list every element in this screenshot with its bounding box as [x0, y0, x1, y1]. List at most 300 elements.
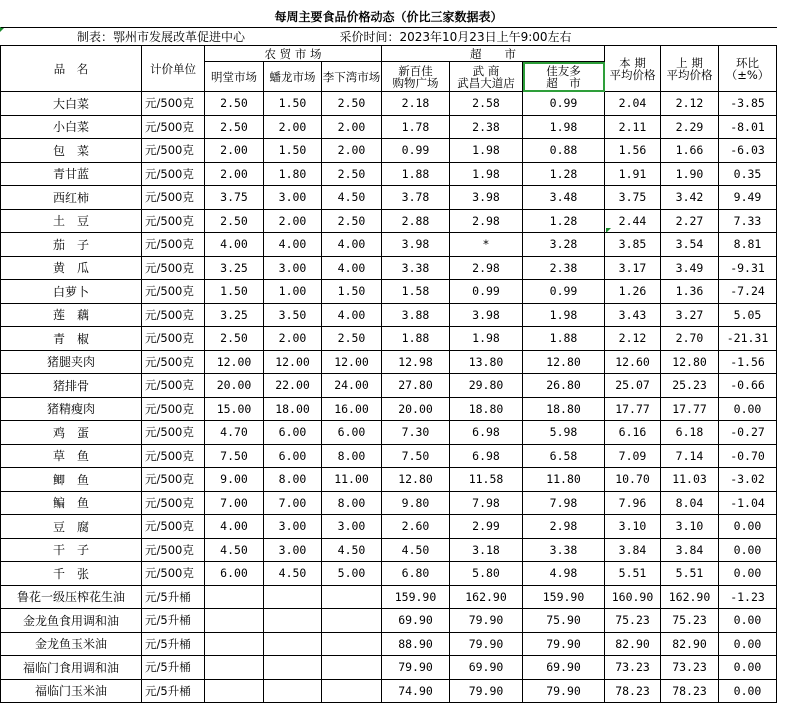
price-cell: 0.35	[719, 162, 777, 186]
price-cell: 2.99	[450, 515, 523, 539]
item-name: 黄 瓜	[1, 256, 142, 280]
item-unit: 元/5升桶	[142, 632, 205, 656]
item-name: 土 豆	[1, 209, 142, 233]
price-cell	[205, 585, 264, 609]
price-cell: 8.00	[322, 444, 382, 468]
item-name: 福临门食用调和油	[1, 656, 142, 680]
item-name: 鸡 蛋	[1, 421, 142, 445]
price-cell: 2.00	[264, 327, 322, 351]
price-cell: 2.00	[322, 115, 382, 139]
price-cell: 7.50	[205, 444, 264, 468]
item-unit: 元/500克	[142, 139, 205, 163]
price-cell: -0.27	[719, 421, 777, 445]
price-cell: 7.96	[605, 491, 661, 515]
price-cell: 4.50	[205, 538, 264, 562]
price-cell: 3.78	[382, 186, 450, 210]
price-cell: 5.51	[661, 562, 719, 586]
price-cell: 3.54	[661, 233, 719, 257]
price-cell: 10.70	[605, 468, 661, 492]
price-cell: 2.50	[205, 92, 264, 116]
price-cell: 12.00	[322, 350, 382, 374]
table-row	[1, 350, 777, 374]
price-cell: 159.90	[523, 585, 605, 609]
header-unit: 计价单位	[142, 46, 205, 92]
table-row	[1, 538, 777, 562]
item-unit: 元/500克	[142, 421, 205, 445]
price-cell: 4.00	[264, 233, 322, 257]
item-unit: 元/500克	[142, 303, 205, 327]
price-cell: 5.98	[523, 421, 605, 445]
price-cell: 2.38	[523, 256, 605, 280]
price-cell: 3.49	[661, 256, 719, 280]
item-name: 鳊 鱼	[1, 491, 142, 515]
price-cell: 7.00	[205, 491, 264, 515]
collection-time: 采价时间：2023年10月23日上午9:00左右	[322, 28, 777, 46]
item-name: 青甘蓝	[1, 162, 142, 186]
price-cell: 3.98	[450, 303, 523, 327]
price-cell: 16.00	[322, 397, 382, 421]
price-cell: 1.28	[523, 209, 605, 233]
price-cell: 2.29	[661, 115, 719, 139]
price-cell: 6.98	[450, 421, 523, 445]
price-cell: 0.00	[719, 562, 777, 586]
price-cell: 17.77	[605, 397, 661, 421]
price-cell: 7.50	[382, 444, 450, 468]
price-cell: 3.00	[264, 538, 322, 562]
table-row	[1, 233, 777, 257]
price-cell: 162.90	[450, 585, 523, 609]
item-name: 茄 子	[1, 233, 142, 257]
item-unit: 元/5升桶	[142, 585, 205, 609]
price-cell: 2.98	[450, 256, 523, 280]
price-cell: -0.70	[719, 444, 777, 468]
price-cell: 4.00	[322, 256, 382, 280]
item-unit: 元/500克	[142, 280, 205, 304]
price-cell: 2.11	[605, 115, 661, 139]
header-store: 明堂市场	[205, 62, 264, 92]
price-cell: 3.84	[605, 538, 661, 562]
price-cell: 2.50	[322, 209, 382, 233]
price-cell: 4.50	[382, 538, 450, 562]
table-row	[1, 162, 777, 186]
price-cell: 6.00	[205, 562, 264, 586]
price-cell: 1.88	[523, 327, 605, 351]
price-cell: 6.18	[661, 421, 719, 445]
price-cell	[264, 632, 322, 656]
price-cell: 2.98	[523, 515, 605, 539]
item-unit: 元/500克	[142, 115, 205, 139]
price-cell: 79.90	[523, 679, 605, 703]
price-cell: 3.38	[382, 256, 450, 280]
item-unit: 元/500克	[142, 350, 205, 374]
item-name: 包 菜	[1, 139, 142, 163]
price-cell: 69.90	[523, 656, 605, 680]
price-cell: 2.50	[205, 115, 264, 139]
price-cell: 0.88	[523, 139, 605, 163]
price-cell: 7.30	[382, 421, 450, 445]
table-row	[1, 115, 777, 139]
price-cell: 4.50	[264, 562, 322, 586]
price-cell: 79.90	[450, 679, 523, 703]
price-cell: 24.00	[322, 374, 382, 398]
price-cell: 1.88	[382, 162, 450, 186]
price-cell: 78.23	[605, 679, 661, 703]
price-cell: 12.80	[523, 350, 605, 374]
table-row	[1, 679, 777, 703]
price-cell	[322, 585, 382, 609]
price-cell: 2.88	[382, 209, 450, 233]
price-cell: 1.50	[264, 92, 322, 116]
header-change: 环比 （±%）	[719, 46, 777, 92]
item-name: 青 椒	[1, 327, 142, 351]
price-cell: 17.77	[661, 397, 719, 421]
item-unit: 元/500克	[142, 444, 205, 468]
price-cell: 3.00	[322, 515, 382, 539]
price-cell: 1.26	[605, 280, 661, 304]
price-cell: 2.98	[450, 209, 523, 233]
price-cell: 8.00	[264, 468, 322, 492]
price-cell: 3.50	[264, 303, 322, 327]
item-unit: 元/500克	[142, 468, 205, 492]
price-cell	[205, 632, 264, 656]
item-unit: 元/500克	[142, 209, 205, 233]
price-cell: 3.10	[605, 515, 661, 539]
price-cell: 79.90	[450, 632, 523, 656]
price-cell: 69.90	[450, 656, 523, 680]
price-cell: 20.00	[382, 397, 450, 421]
price-cell: 160.90	[605, 585, 661, 609]
price-cell: 5.80	[450, 562, 523, 586]
price-cell: 3.98	[382, 233, 450, 257]
price-cell: 6.58	[523, 444, 605, 468]
price-cell: 11.58	[450, 468, 523, 492]
price-cell: 0.99	[523, 280, 605, 304]
item-name: 猪精瘦肉	[1, 397, 142, 421]
item-name: 豆 腐	[1, 515, 142, 539]
price-cell	[264, 609, 322, 633]
price-cell: 2.00	[205, 162, 264, 186]
table-row	[1, 585, 777, 609]
table-row	[1, 421, 777, 445]
price-cell: 7.00	[264, 491, 322, 515]
price-cell: 6.00	[264, 421, 322, 445]
price-cell: 2.50	[205, 327, 264, 351]
price-cell: 4.00	[322, 303, 382, 327]
item-unit: 元/500克	[142, 491, 205, 515]
price-cell	[322, 609, 382, 633]
price-cell: 12.00	[264, 350, 322, 374]
table-row	[1, 256, 777, 280]
price-cell: -7.24	[719, 280, 777, 304]
item-name: 金龙鱼玉米油	[1, 632, 142, 656]
price-cell: 4.00	[205, 233, 264, 257]
price-cell: 12.98	[382, 350, 450, 374]
header-store: 武 商 武昌大道店	[450, 62, 523, 92]
price-cell: 2.12	[661, 92, 719, 116]
price-cell: 3.88	[382, 303, 450, 327]
price-cell: -1.23	[719, 585, 777, 609]
price-cell: 3.17	[605, 256, 661, 280]
price-cell: 2.50	[322, 92, 382, 116]
item-name: 白萝卜	[1, 280, 142, 304]
price-cell: 9.49	[719, 186, 777, 210]
price-cell: 1.98	[523, 115, 605, 139]
item-unit: 元/5升桶	[142, 656, 205, 680]
table-row	[1, 397, 777, 421]
price-cell: 7.33	[719, 209, 777, 233]
price-cell: 1.78	[382, 115, 450, 139]
price-cell: 6.16	[605, 421, 661, 445]
price-cell: 3.48	[523, 186, 605, 210]
price-cell: 1.00	[264, 280, 322, 304]
table-row	[1, 280, 777, 304]
price-cell: 4.50	[322, 538, 382, 562]
price-cell: 0.99	[523, 92, 605, 116]
price-cell: 11.00	[322, 468, 382, 492]
price-cell: -3.02	[719, 468, 777, 492]
price-cell: 1.98	[450, 139, 523, 163]
price-cell: 7.14	[661, 444, 719, 468]
price-cell: 0.00	[719, 609, 777, 633]
price-cell: 1.98	[450, 162, 523, 186]
price-cell: -6.03	[719, 139, 777, 163]
price-cell: 7.09	[605, 444, 661, 468]
price-cell	[205, 679, 264, 703]
price-cell: 3.27	[661, 303, 719, 327]
price-cell: 29.80	[450, 374, 523, 398]
table-title: 每周主要食品价格动态（价比三家数据表）	[1, 5, 777, 28]
table-row	[1, 92, 777, 116]
price-cell: -8.01	[719, 115, 777, 139]
price-cell: 8.81	[719, 233, 777, 257]
price-cell: 3.00	[264, 256, 322, 280]
price-cell: 3.43	[605, 303, 661, 327]
item-unit: 元/500克	[142, 92, 205, 116]
header-store: 李下湾市场	[322, 62, 382, 92]
price-cell: 3.10	[661, 515, 719, 539]
price-cell: 12.00	[205, 350, 264, 374]
item-name: 金龙鱼食用调和油	[1, 609, 142, 633]
price-cell: 0.00	[719, 632, 777, 656]
price-cell: -1.56	[719, 350, 777, 374]
price-cell: 0.99	[450, 280, 523, 304]
price-cell: 69.90	[382, 609, 450, 633]
price-cell: 18.80	[523, 397, 605, 421]
price-cell: 1.90	[661, 162, 719, 186]
item-unit: 元/5升桶	[142, 609, 205, 633]
price-cell: 79.90	[382, 656, 450, 680]
price-cell: 1.56	[605, 139, 661, 163]
item-unit: 元/500克	[142, 397, 205, 421]
price-cell: -0.66	[719, 374, 777, 398]
price-cell: 25.23	[661, 374, 719, 398]
price-cell: 2.58	[450, 92, 523, 116]
price-cell: -3.85	[719, 92, 777, 116]
price-cell: 12.60	[605, 350, 661, 374]
price-cell	[322, 656, 382, 680]
price-cell: 3.42	[661, 186, 719, 210]
item-unit: 元/500克	[142, 374, 205, 398]
price-cell: 1.36	[661, 280, 719, 304]
price-cell: 6.98	[450, 444, 523, 468]
price-cell: 6.00	[322, 421, 382, 445]
item-unit: 元/500克	[142, 562, 205, 586]
table-row	[1, 209, 777, 233]
header-last-avg: 上 期 平均价格	[661, 46, 719, 92]
price-cell: 3.75	[605, 186, 661, 210]
header-store: 蟠龙市场	[264, 62, 322, 92]
price-cell: 25.07	[605, 374, 661, 398]
price-cell: 11.80	[523, 468, 605, 492]
table-row	[1, 468, 777, 492]
price-cell: 0.00	[719, 397, 777, 421]
price-cell: 3.00	[264, 186, 322, 210]
price-cell: 2.04	[605, 92, 661, 116]
item-name: 莲 藕	[1, 303, 142, 327]
price-cell: 6.80	[382, 562, 450, 586]
price-cell: 18.00	[264, 397, 322, 421]
price-cell: 0.00	[719, 656, 777, 680]
price-cell: 2.00	[322, 139, 382, 163]
item-name: 猪排骨	[1, 374, 142, 398]
price-cell: 73.23	[605, 656, 661, 680]
price-cell: 3.28	[523, 233, 605, 257]
price-cell: 1.98	[523, 303, 605, 327]
price-cell: 3.38	[523, 538, 605, 562]
item-name: 猪腿夹肉	[1, 350, 142, 374]
price-cell: 4.50	[322, 186, 382, 210]
price-cell: 162.90	[661, 585, 719, 609]
header-supermarket: 超 市	[382, 46, 605, 62]
price-cell: 1.50	[322, 280, 382, 304]
price-cell: 3.25	[205, 256, 264, 280]
price-cell: 4.00	[205, 515, 264, 539]
item-name: 干 子	[1, 538, 142, 562]
price-cell: 4.98	[523, 562, 605, 586]
price-cell: 1.66	[661, 139, 719, 163]
price-cell: 1.80	[264, 162, 322, 186]
price-cell: 12.80	[382, 468, 450, 492]
price-cell: 3.00	[264, 515, 322, 539]
item-unit: 元/500克	[142, 186, 205, 210]
item-name: 草 鱼	[1, 444, 142, 468]
price-cell: 15.00	[205, 397, 264, 421]
price-cell: 78.23	[661, 679, 719, 703]
table-row	[1, 186, 777, 210]
table-row	[1, 656, 777, 680]
price-cell: 73.23	[661, 656, 719, 680]
item-name: 鲫 鱼	[1, 468, 142, 492]
header-current-avg: 本 期 平均价格	[605, 46, 661, 92]
price-cell: 2.60	[382, 515, 450, 539]
header-farm-market: 农 贸 市 场	[205, 46, 382, 62]
price-cell: 9.00	[205, 468, 264, 492]
item-name: 福临门玉米油	[1, 679, 142, 703]
price-cell: 75.23	[661, 609, 719, 633]
price-cell: 8.04	[661, 491, 719, 515]
price-cell: 3.18	[450, 538, 523, 562]
item-unit: 元/500克	[142, 256, 205, 280]
price-cell: -21.31	[719, 327, 777, 351]
price-cell: 2.27	[661, 209, 719, 233]
price-cell: 22.00	[264, 374, 322, 398]
price-cell: 2.50	[205, 209, 264, 233]
price-cell: 3.84	[661, 538, 719, 562]
header-item: 品 名	[1, 46, 142, 92]
price-cell: 18.80	[450, 397, 523, 421]
table-row	[1, 632, 777, 656]
price-cell: 5.00	[322, 562, 382, 586]
price-cell: 7.98	[450, 491, 523, 515]
table-row	[1, 303, 777, 327]
price-cell	[264, 656, 322, 680]
item-unit: 元/500克	[142, 538, 205, 562]
price-cell: 2.50	[322, 162, 382, 186]
price-cell: -1.04	[719, 491, 777, 515]
table-row	[1, 327, 777, 351]
price-cell: 2.38	[450, 115, 523, 139]
item-unit: 元/5升桶	[142, 679, 205, 703]
price-cell	[205, 656, 264, 680]
price-cell: 1.88	[382, 327, 450, 351]
table-row	[1, 609, 777, 633]
item-name: 西红柿	[1, 186, 142, 210]
maker-label: 制表：鄂州市发展改革促进中心	[1, 28, 322, 46]
price-cell: 3.85	[605, 233, 661, 257]
price-cell: 1.28	[523, 162, 605, 186]
price-cell: 7.98	[523, 491, 605, 515]
item-name: 大白菜	[1, 92, 142, 116]
price-cell: 2.44	[605, 209, 661, 233]
price-cell: 2.18	[382, 92, 450, 116]
price-cell: 2.00	[205, 139, 264, 163]
table-row	[1, 491, 777, 515]
price-cell: 2.12	[605, 327, 661, 351]
price-cell: 12.80	[661, 350, 719, 374]
price-cell: 1.98	[450, 327, 523, 351]
price-cell: 26.80	[523, 374, 605, 398]
price-cell: -9.31	[719, 256, 777, 280]
header-store: 新百佳 购物广场	[382, 62, 450, 92]
price-cell: 2.70	[661, 327, 719, 351]
price-cell: 1.50	[205, 280, 264, 304]
price-cell: 1.91	[605, 162, 661, 186]
price-cell: 9.80	[382, 491, 450, 515]
price-cell: 4.70	[205, 421, 264, 445]
price-cell: 3.98	[450, 186, 523, 210]
header-store-selected[interactable]: 佳友多 超 市	[523, 62, 605, 92]
price-cell: 0.00	[719, 538, 777, 562]
price-cell	[264, 585, 322, 609]
price-cell	[205, 609, 264, 633]
price-cell: 3.75	[205, 186, 264, 210]
price-cell	[264, 679, 322, 703]
price-cell	[322, 632, 382, 656]
table-row	[1, 444, 777, 468]
price-cell: 79.90	[450, 609, 523, 633]
price-table	[0, 5, 777, 703]
price-cell: 11.03	[661, 468, 719, 492]
price-cell: 74.90	[382, 679, 450, 703]
price-cell: 2.00	[264, 115, 322, 139]
table-row	[1, 562, 777, 586]
price-cell: 13.80	[450, 350, 523, 374]
price-cell: 5.51	[605, 562, 661, 586]
item-name: 鲁花一级压榨花生油	[1, 585, 142, 609]
price-cell: 0.00	[719, 515, 777, 539]
price-cell: 2.50	[322, 327, 382, 351]
price-cell: 79.90	[523, 632, 605, 656]
